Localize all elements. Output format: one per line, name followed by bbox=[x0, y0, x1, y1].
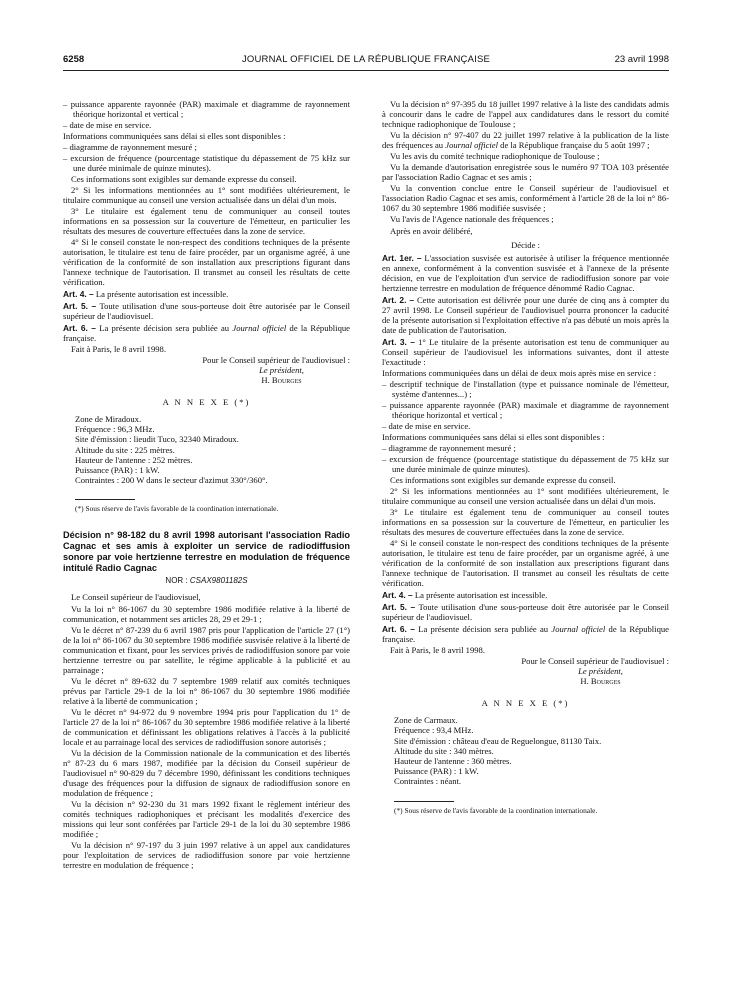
visa-text: Vu la décision n° 97-407 du 22 juillet 1997 relative à la publication de la liste des fréquences au bbox=[382, 130, 669, 150]
footnote: (*) Sous réserve de l'avis favorable de la coordination internationale. bbox=[394, 805, 598, 815]
journal-title: JOURNAL OFFICIEL DE LA RÉPUBLIQUE FRANÇAISE bbox=[241, 54, 491, 65]
annexe-line: Hauteur de l'antenne : 360 mètres. bbox=[394, 756, 512, 767]
annexe-line: Fréquence : 96,3 MHz. bbox=[75, 424, 155, 435]
annexe-details bbox=[394, 715, 669, 786]
paragraph: 2° Si les informations mentionnées au 1° sont modifiées ultérieurement, le titulaire communique au conseil une version actualisée dans un délai d'un mois. bbox=[382, 486, 669, 507]
visa bbox=[382, 131, 669, 151]
place-date: Fait à Paris, le 8 avril 1998. bbox=[390, 645, 485, 656]
info-heading: Informations communiquées sans délai si elles sont disponibles : bbox=[63, 130, 286, 141]
article-6 bbox=[63, 324, 350, 344]
info-heading: Informations communiquées sans délai si elles sont disponibles : bbox=[382, 432, 605, 443]
annexe-line: Puissance (PAR) : 1 kW. bbox=[394, 766, 479, 777]
article-text: Toute utilisation d'une sous-porteuse doit être autorisée par le Conseil supérieur de l'audiovisuel. bbox=[63, 300, 350, 321]
visa: Vu les avis du comité technique radiophonique de Toulouse ; bbox=[390, 151, 600, 162]
page-header bbox=[63, 52, 669, 71]
visa: Vu la décision n° 92-230 du 31 mars 1992 fixant le règlement intérieur des comités techniques radiophoniques et précisant les modalités d'exercice des missions qui leur sont conférées par l'article 29-1 de la loi du 30 septembre 1986 modifiée ; bbox=[63, 798, 350, 839]
place-date: Fait à Paris, le 8 avril 1998. bbox=[71, 343, 166, 354]
decide-heading: Décide : bbox=[511, 239, 540, 250]
visa: Après en avoir délibéré, bbox=[390, 225, 473, 236]
article-text: La présente décision sera publiée au bbox=[99, 322, 230, 333]
visa: Vu la demande d'autorisation enregistrée sous le numéro 97 TOA 103 présentée par l'association Radio Cagnac et ses amis ; bbox=[382, 162, 669, 183]
article-label: Art. 2. – bbox=[382, 295, 415, 306]
footnote: (*) Sous réserve de l'avis favorable de la coordination internationale. bbox=[75, 504, 279, 514]
annexe-line: Fréquence : 93,4 MHz. bbox=[394, 725, 474, 736]
visa: Vu la décision de la Commission nationale de la communication et des libertés n° 87-23 du 6 mars 1987, modifiée par la décision du Conseil supérieur de l'audiovisuel n° 90-829 du 7 décembre 1990, définissant les conditions techniques d'usage des fréquences pour la diffusion de signaux de radiodiffusion sonore en modulation de fréquence ; bbox=[63, 747, 350, 798]
article-label: Art. 4. – bbox=[382, 590, 413, 601]
list-item: – date de mise en service. bbox=[382, 421, 471, 432]
article-label: Art. 5. – bbox=[63, 300, 97, 311]
journal-name: Journal officiel bbox=[445, 140, 498, 150]
article-text: La présente décision sera publiée au bbox=[418, 623, 549, 634]
list-item: – descriptif technique de l'installation (type et puissance nominale de l'émetteur, système d'antennes...) ; bbox=[382, 379, 669, 400]
paragraph: 3° Le titulaire est également tenu de communiquer au conseil toutes informations en sa possession sur la couverture de l'émetteur, en particulier les résultats des mesures de couverture effectuées dans la zone de service. bbox=[63, 205, 350, 236]
signature-for: Pour le Conseil supérieur de l'audiovisuel : bbox=[521, 656, 669, 667]
visa: Vu le décret n° 87-239 du 6 avril 1987 pris pour l'application de l'article 27 (1°) de la loi n° 86-1067 du 30 septembre 1986 modifiée susvisée relative à la liberté de communication et fixant, pour les services privés de radiodiffusion sonore par voie hertzienne terrestre ou par satellite, le régime applicable à la publicité et au parrainage ; bbox=[63, 624, 350, 675]
signature-name: H. Bourges bbox=[580, 676, 621, 687]
annexe-line: Contraintes : néant. bbox=[394, 776, 462, 787]
article-text: Cette autorisation est délivrée pour une durée de cinq ans à compter du 27 avril 1998. Le Conseil supérieur de l'audiovisuel pourra prononcer la caducité de la présente autorisation si l'exploitation effective n'a pas débuté un mois après la date de publication de l'autorisation. bbox=[382, 295, 669, 336]
nor-label: NOR : bbox=[165, 575, 188, 585]
paragraph: 4° Si le conseil constate le non-respect des conditions techniques de la présente autorisation, le titulaire est tenu de faire procéder, par un organisme agréé, à une vérification de la conformité de son installation aux prescriptions figurant dans l'annexe technique de l'autorisation. Il transmet au conseil les résultats de cette vérification. bbox=[63, 236, 350, 287]
visa-text: de la République française du 5 août 1997 ; bbox=[500, 140, 650, 150]
annexe-line: Altitude du site : 340 mètres. bbox=[394, 745, 494, 756]
list-item: – puissance apparente rayonnée (PAR) maximale et diagramme de rayonnement théorique horizontal et vertical ; bbox=[382, 400, 669, 421]
annexe-title: A N N E X E (*) bbox=[162, 396, 251, 407]
annexe-line: Zone de Miradoux. bbox=[75, 413, 142, 424]
article-5 bbox=[63, 302, 350, 322]
article-2 bbox=[382, 296, 669, 336]
journal-name: Journal officiel bbox=[232, 322, 287, 333]
page-number: 6258 bbox=[63, 54, 85, 65]
article-text: de la République française. bbox=[382, 623, 669, 644]
annexe-line: Puissance (PAR) : 1 kW. bbox=[75, 464, 160, 475]
article-1 bbox=[382, 254, 669, 294]
article-text: L'association susvisée est autorisée à utiliser la fréquence mentionnée en annexe, conformément à la convention susvisée et à l'annexe de la présente décision, en vue de l'exploitation d'un service de radiodiffusion sonore par voie hertzienne terrestre en modulation de fréquence dénommé Radio Cagnac. bbox=[382, 253, 669, 294]
signature-for: Pour le Conseil supérieur de l'audiovisuel : bbox=[202, 355, 350, 366]
signature-role: Le président, bbox=[259, 365, 304, 376]
article-text: La présente autorisation est incessible. bbox=[95, 288, 229, 299]
annexe-line: Altitude du site : 225 mètres. bbox=[75, 444, 175, 455]
article-text: Toute utilisation d'une sous-porteuse doit être autorisée par le Conseil supérieur de l'audiovisuel. bbox=[382, 601, 669, 622]
annexe-line: Hauteur de l'antenne : 252 mètres. bbox=[75, 454, 193, 465]
list-item: – excursion de fréquence (pourcentage statistique du dépassement de 75 kHz sur une durée minimale de quinze minutes). bbox=[63, 152, 350, 173]
article-5 bbox=[382, 603, 669, 623]
intro: Le Conseil supérieur de l'audiovisuel, bbox=[71, 592, 201, 603]
list-item: – date de mise en service. bbox=[63, 119, 152, 130]
article-4 bbox=[63, 290, 350, 300]
annexe-line: Zone de Carmaux. bbox=[394, 715, 458, 726]
paragraph: 4° Si le conseil constate le non-respect des conditions techniques de la présente autorisation, le titulaire est tenu de faire procéder, par un organisme agréé, à une vérification de la conformité de son installation aux prescriptions figurant dans l'annexe technique de l'autorisation. Il transmet au conseil les résultats de cette vérification. bbox=[382, 538, 669, 589]
article-label: Art. 4. – bbox=[63, 288, 94, 299]
paragraph: 2° Si les informations mentionnées au 1° sont modifiées ultérieurement, le titulaire communique au conseil une version actualisée dans un délai d'un mois. bbox=[63, 184, 350, 205]
article-label: Art. 3. – bbox=[382, 337, 415, 348]
article-4 bbox=[382, 591, 669, 601]
paragraph: 3° Le titulaire est également tenu de communiquer au conseil toutes informations en sa possession sur la couverture de l'émetteur, en particulier les résultats des mesures de couverture effectuées dans la zone de service. bbox=[382, 507, 669, 538]
signature-role: Le président, bbox=[578, 666, 623, 677]
article-3 bbox=[382, 338, 669, 368]
article-6 bbox=[382, 625, 669, 645]
list-item: – puissance apparente rayonnée (PAR) maximale et diagramme de rayonnement théorique horizontal et vertical ; bbox=[63, 99, 350, 119]
visa: Vu la loi n° 86-1067 du 30 septembre 1986 modifiée relative à la liberté de communication, et notamment ses articles 28, 29 et 29-1 ; bbox=[63, 603, 350, 624]
right-column bbox=[382, 100, 669, 816]
left-column bbox=[63, 100, 350, 872]
article-label: Art. 6. – bbox=[63, 322, 96, 333]
article-label: Art. 6. – bbox=[382, 623, 415, 634]
issue-date: 23 avril 1998 bbox=[614, 54, 669, 65]
list-item: – excursion de fréquence (pourcentage statistique du dépassement de 75 kHz sur une durée minimale de quinze minutes). bbox=[382, 454, 669, 475]
footnote-rule bbox=[394, 801, 454, 802]
nor-reference bbox=[63, 576, 350, 586]
visa: Vu la décision n° 97-197 du 3 juin 1997 relative à un appel aux candidatures pour l'exploitation de services de radiodiffusion sonore par voie hertzienne terrestre en modulation de fréquence ; bbox=[63, 839, 350, 870]
visa: Vu la convention conclue entre le Conseil supérieur de l'audiovisuel et l'association Radio Cagnac et ses amis, conformément à l'article 28 de la loi n° 86-1067 du 30 septembre 1986 modifiée susvisée ; bbox=[382, 183, 669, 214]
visa: Vu la décision n° 97-395 du 18 juillet 1997 relative à la liste des candidats admis à concourir dans le cadre de l'appel aux candidatures dans le ressort du comité technique radiophonique de Toulouse ; bbox=[382, 99, 669, 129]
visa: Vu le décret n° 94-972 du 9 novembre 1994 pris pour l'application du 1° de l'article 27 de la loi n° 86-1067 du 30 septembre 1986 modifiée relative à la liberté de communication et définissant les obligations relatives à l'accès à la publicité locale et au parrainage local des services de radiodiffusion sonore autorisés ; bbox=[63, 706, 350, 747]
list-item: – diagramme de rayonnement mesuré ; bbox=[382, 443, 516, 454]
article-label: Art. 1er. – bbox=[382, 253, 422, 264]
visa: Vu l'avis de l'Agence nationale des fréquences ; bbox=[390, 214, 554, 225]
article-text: de la République française. bbox=[63, 322, 350, 343]
paragraph: Ces informations sont exigibles sur demande expresse du conseil. bbox=[390, 474, 616, 485]
article-text: 1° Le titulaire de la présente autorisation est tenu de communiquer au Conseil supérieur de l'audiovisuel les informations suivantes, dont il atteste l'exactitude : bbox=[382, 337, 669, 367]
annexe-details bbox=[75, 414, 350, 485]
visa: Vu le décret n° 89-632 du 7 septembre 1989 relatif aux comités techniques prévus par l'article 29-1 de la loi n° 86-1067 du 30 septembre 1986 modifiée relative à la liberté de communication ; bbox=[63, 675, 350, 706]
journal-name: Journal officiel bbox=[551, 623, 606, 634]
annexe-line: Site d'émission : château d'eau de Reguelongue, 81130 Taix. bbox=[394, 735, 602, 746]
decision-title: Décision n° 98-182 du 8 avril 1998 autorisant l'association Radio Cagnac et ses amis à exploiter un service de radiodiffusion sonore par voie hertzienne terrestre en modulation de fréquence intitulé Radio Cagnac bbox=[63, 530, 350, 573]
annexe-line: Contraintes : 200 W dans le secteur d'azimut 330°/360°. bbox=[75, 475, 268, 486]
list-item: – diagramme de rayonnement mesuré ; bbox=[63, 141, 197, 152]
info-heading: Informations communiquées dans un délai de deux mois après mise en service : bbox=[382, 368, 656, 379]
signature-name: H. Bourges bbox=[261, 375, 302, 386]
article-text: La présente autorisation est incessible. bbox=[414, 590, 548, 601]
nor-code: CSAX9801182S bbox=[189, 575, 248, 585]
paragraph: Ces informations sont exigibles sur demande expresse du conseil. bbox=[71, 173, 297, 184]
annexe-line: Site d'émission : lieudit Tuco, 32340 Miradoux. bbox=[75, 434, 239, 445]
article-label: Art. 5. – bbox=[382, 601, 416, 612]
footnote-rule bbox=[75, 499, 135, 500]
annexe-title: A N N E X E (*) bbox=[481, 698, 570, 709]
